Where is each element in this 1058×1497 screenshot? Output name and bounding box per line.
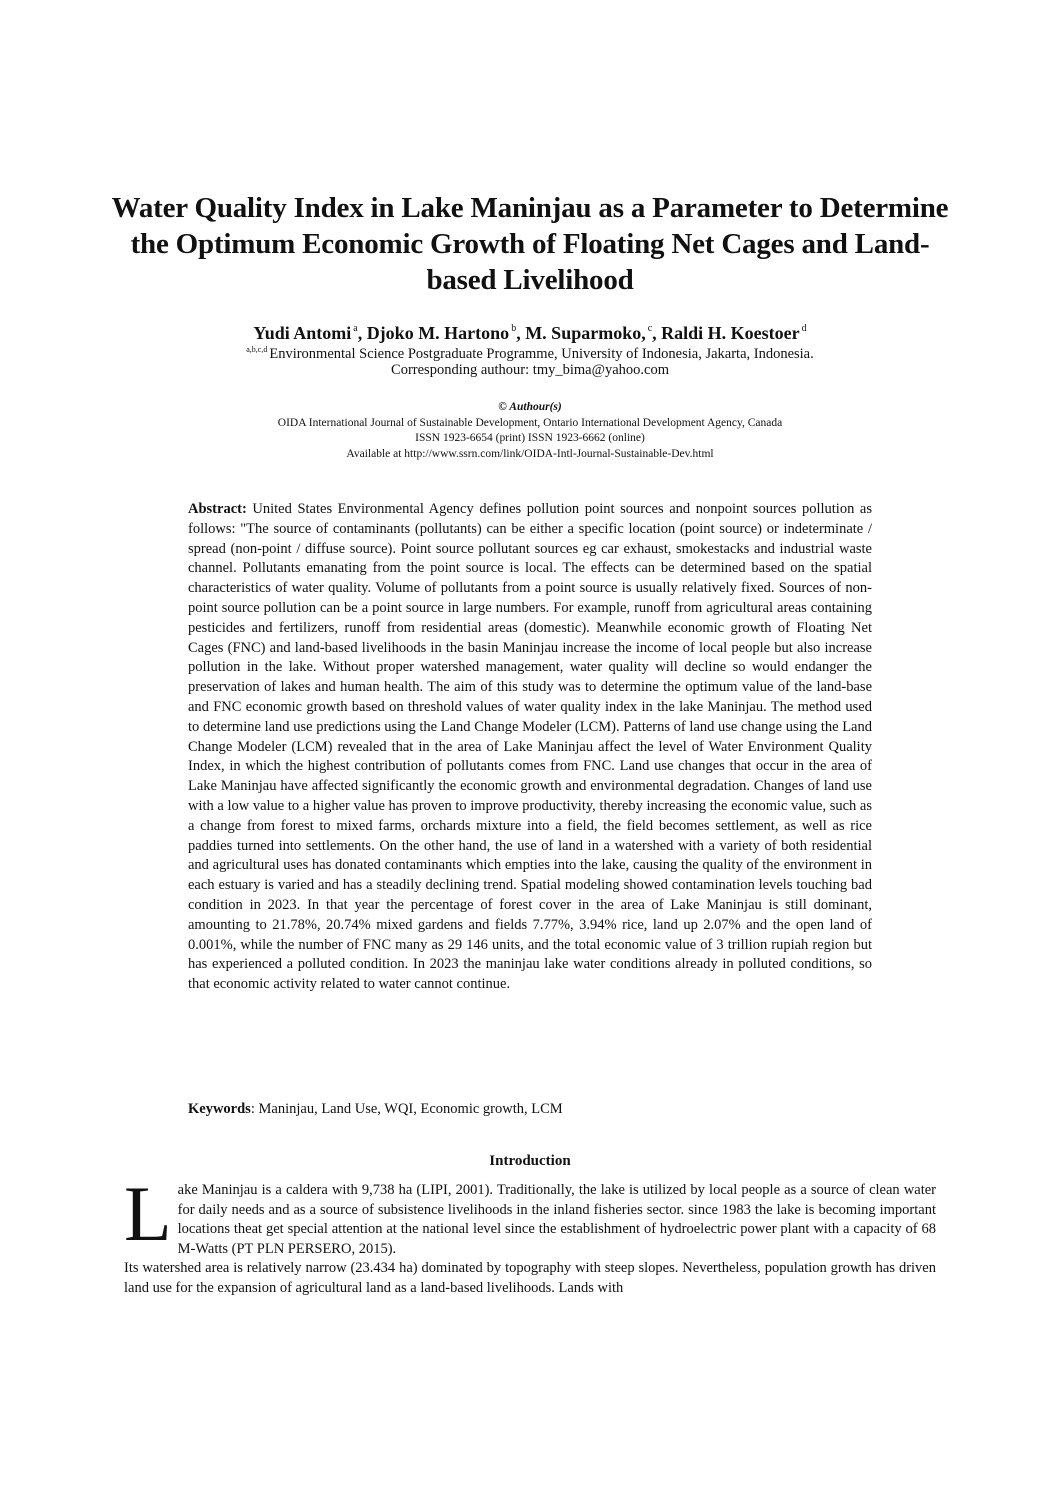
section-heading-introduction: Introduction — [489, 1153, 571, 1169]
keywords — [188, 1100, 872, 1120]
keywords-text: : Maninjau, Land Use, WQI, Economic growth, LCM — [250, 1101, 563, 1117]
abstract-text: United States Environmental Agency defines pollution point sources and nonpoint sources pollution as follows: "The source of contaminants (pollutants) can be either a specific location (point source) or indeterminate / spread (non-point / diffuse source). Point source pollutant sources eg car exhaust, smokestacks and industrial waste channel. Pollutants emanating from the point source is local. The effects can be determined based on the spatial characteristics of water quality. Volume of pollutants from a point source is usually relatively fixed. Sources of non-point source pollution can be a point source in large numbers. For example, runoff from agricultural areas containing pesticides and fertilizers, runoff from residential areas (domestic). Meanwhile economic growth of Floating Net Cages (FNC) and land-based livelihoods in the basin Maninjau increase the income of local people but also increase pollution in the lake. Without proper watershed management, water quality will decline so would endanger the preservation of lakes and human health. The aim of this study was to determine the optimum value of the land-base and FNC economic growth based on threshold values of water quality index in the lake Maninjau. The method used to determine land use predictions using the Land Change Modeler (LCM). Patterns of land use change using the Land Change Modeler (LCM) revealed that in the area of Lake Maninjau affect the level of Water Environment Quality Index, in which the highest contribution of pollutants comes from FNC. Land use changes that occur in the area of Lake Maninjau have affected significantly the economic growth and environmental degradation. Changes of land use with a low value to a higher value has proven to improve productivity, thereby increasing the economic value, such as a change from forest to mixed farms, orchards mixture into a field, the field becomes settlement, as well as rice paddies turned into settlements. On the other hand, the use of land in a watershed with a variety of both residential and agricultural uses has donated contaminants which empties into the lake, causing the quality of the environment in each estuary is varied and has a steadily declining trend. Spatial modeling showed contamination levels touching bad condition in 2023. In that year the percentage of forest cover in the area of Lake Maninjau is still dominant, amounting to 21.78%, 20.74% mixed gardens and fields 7.77%, 3.94% rice, land up 2.07% and the open land of 0.001%, while the number of FNC many as 29 146 units, and the total economic value of 3 trillion rupiah region but has experienced a polluted condition. In 2023 the maninjau lake water conditions already in polluted conditions, so that economic activity related to water cannot continue. — [188, 501, 873, 993]
affiliation-marks: a,b,c,d — [246, 345, 268, 354]
intro-paragraph — [124, 1170, 936, 1259]
corresponding-author: Corresponding authour: tmy_bima@yahoo.com — [391, 362, 669, 378]
intro-paragraph-text: ake Maninjau is a caldera with 9,738 ha (LIPI, 2001). Traditionally, the lake is utilized by local people as a source of clean water for daily needs and as a source of subsistence livelihoods in the inland fisheries sector. since 1983 the lake is becoming important locations theat get special attention at the national level since the establishment of hydroelectric power plant with a capacity of 68 M-Watts (PT PLN PERSERO, 2015). — [177, 1182, 936, 1257]
keywords-label: Keywords — [188, 1101, 251, 1117]
journal-info — [110, 400, 950, 462]
author-name: Yudi Antomi — [253, 323, 352, 343]
issn-line: ISSN 1923-6654 (print) ISSN 1923-6662 (online) — [415, 432, 645, 444]
author-affiliation-mark: c — [647, 323, 653, 334]
affiliation-text: Environmental Science Postgraduate Programme, University of Indonesia, Jakarta, Indonesia. — [269, 346, 814, 362]
author-name: Raldi H. Koestoer — [661, 323, 800, 343]
author-name: Djoko M. Hartono — [366, 323, 510, 343]
drop-cap: L — [124, 1170, 172, 1257]
availability-line: Available at http://www.ssrn.com/link/OIDA-Intl-Journal-Sustainable-Dev.html — [346, 447, 714, 460]
introduction-section — [124, 1170, 936, 1298]
author-name: M. Suparmoko, — [525, 323, 646, 343]
author-separator: , — [516, 323, 526, 343]
author-affiliation-mark: d — [801, 323, 807, 334]
paper-title: Water Quality Index in Lake Maninjau as a Parameter to Determine the Optimum Economic Growth of Floating Net Cages and Land-based Livelihood — [111, 192, 949, 296]
author-separator: , — [357, 323, 367, 343]
author-affiliation-mark: b — [511, 323, 517, 334]
intro-paragraph: Its watershed area is relatively narrow (23.434 ha) dominated by topography with steep slopes. Nevertheless, population growth has driven land use for the expansion of agricultural land as a land-based livelihoods. Lands with — [124, 1260, 936, 1296]
author-separator: , — [652, 323, 662, 343]
journal-line: OIDA International Journal of Sustainable Development, Ontario International Development Agency, Canada — [277, 416, 783, 429]
abstract — [188, 500, 872, 995]
copyright-line: © Authour(s) — [498, 401, 562, 413]
abstract-label: Abstract: — [188, 501, 247, 517]
author-affiliation-mark: a — [353, 323, 358, 334]
